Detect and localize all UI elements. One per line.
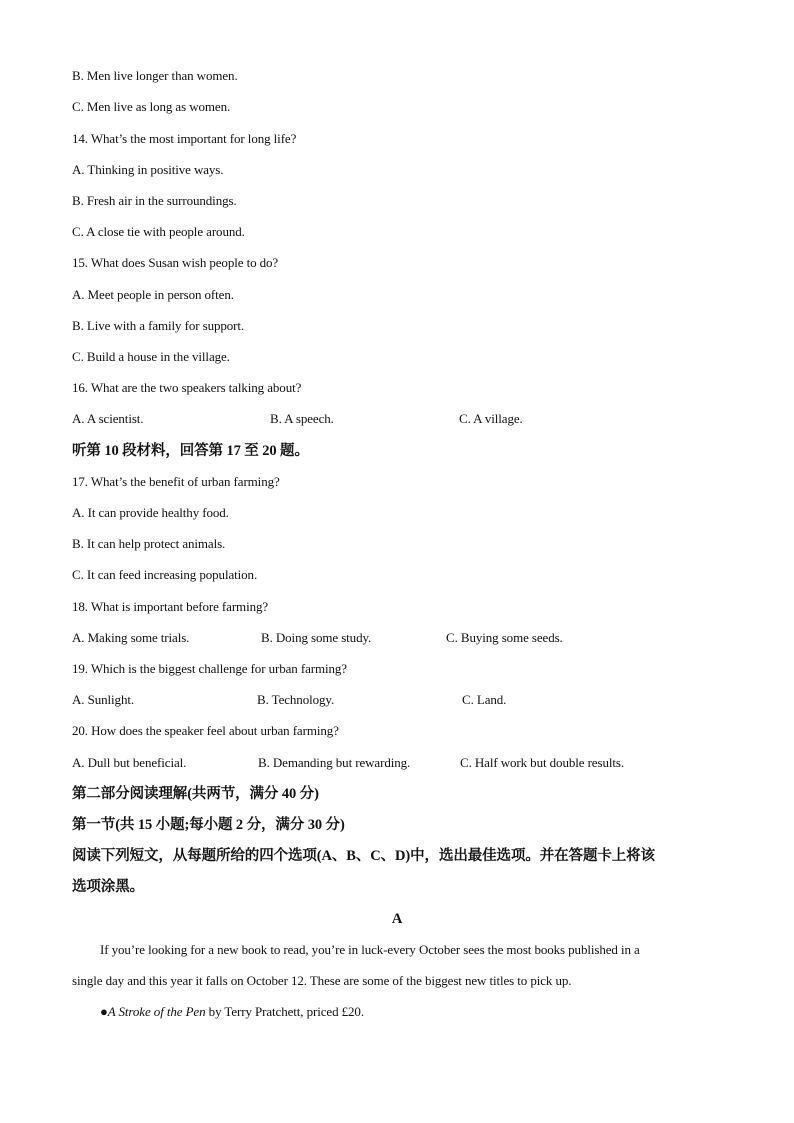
q20-option-b: B. Demanding but rewarding. (258, 755, 411, 770)
q14-option-c: C. A close tie with people around. (72, 224, 245, 239)
q19-question: 19. Which is the biggest challenge for urban farming? (72, 661, 347, 676)
q20-option-c: C. Half work but double results. (460, 755, 624, 770)
q15-option-b: B. Live with a family for support. (72, 318, 245, 333)
q19-option-b: B. Technology. (257, 692, 335, 707)
q18-option-c: C. Buying some seeds. (446, 630, 563, 645)
q13-option-c: C. Men live as long as women. (72, 99, 231, 114)
q16-option-a: A. A scientist. (72, 411, 144, 426)
section-10-heading: 听第 10 段材料，回答第 17 至 20 题。 (72, 443, 309, 459)
q20-option-a: A. Dull but beneficial. (72, 755, 187, 770)
q13-option-b: B. Men live longer than women. (72, 68, 238, 83)
passage-paragraph-line-2: single day and this year it falls on October 12. These are some of the biggest new titles to pick up. (72, 973, 572, 988)
passage-label: A (391, 911, 403, 927)
q14-option-b: B. Fresh air in the surroundings. (72, 193, 237, 208)
instruction-line-1: 阅读下列短文，从每题所给的四个选项(A、B、C、D)中，选出最佳选项。并在答题卡上将该 (72, 848, 655, 864)
q17-option-c: C. It can feed increasing population. (72, 567, 258, 582)
q15-question: 15. What does Susan wish people to do? (72, 255, 279, 270)
q19-option-c: C. Land. (462, 692, 507, 707)
book-title: A Stroke of the Pen (107, 1004, 206, 1019)
passage-paragraph-line-1: If you’re looking for a new book to read, you’re in luck-every October sees the most books published in a (100, 942, 640, 957)
book-item (100, 1003, 364, 1021)
q16-option-c: C. A village. (459, 411, 523, 426)
q16-question: 16. What are the two speakers talking about? (72, 380, 302, 395)
q14-question: 14. What’s the most important for long life? (72, 131, 297, 146)
q17-option-b: B. It can help protect animals. (72, 536, 226, 551)
q18-question: 18. What is important before farming? (72, 599, 269, 614)
q15-option-c: C. Build a house in the village. (72, 349, 230, 364)
q14-option-a: A. Thinking in positive ways. (72, 162, 224, 177)
book-details: by Terry Pratchett, priced £20. (205, 1004, 364, 1019)
q15-option-a: A. Meet people in person often. (72, 287, 234, 302)
q18-option-b: B. Doing some study. (261, 630, 372, 645)
instruction-line-2: 选项涂黑。 (72, 879, 144, 895)
q19-option-a: A. Sunlight. (72, 692, 135, 707)
q18-option-a: A. Making some trials. (72, 630, 190, 645)
q17-question: 17. What’s the benefit of urban farming? (72, 474, 280, 489)
q16-option-b: B. A speech. (270, 411, 334, 426)
q17-option-a: A. It can provide healthy food. (72, 505, 229, 520)
q20-question: 20. How does the speaker feel about urban farming? (72, 723, 339, 738)
section-one-heading: 第一节(共 15 小题;每小题 2 分，满分 30 分) (72, 817, 345, 833)
bullet-icon: ● (100, 1004, 108, 1019)
part-two-heading: 第二部分阅读理解(共两节，满分 40 分) (72, 786, 319, 802)
